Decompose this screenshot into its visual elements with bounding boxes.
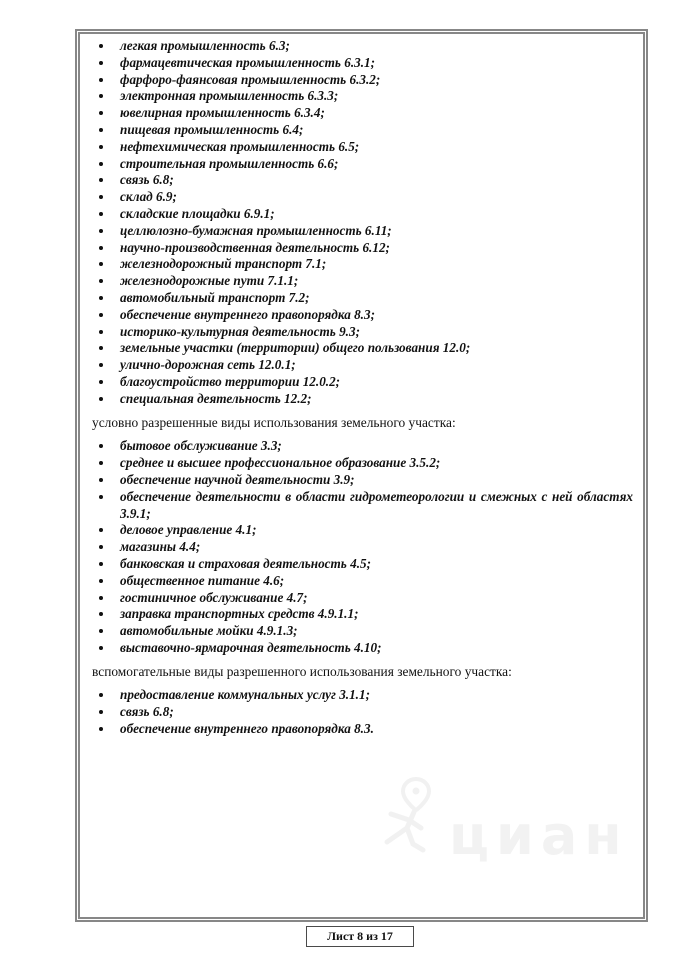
list-item: • автомобильный транспорт 7.2; (114, 290, 633, 307)
list-item: • обеспечение деятельности в области гидрометеорологии и смежных с ней областях 3.9.1; (114, 489, 633, 523)
list-item: • связь 6.8; (114, 704, 633, 721)
list-item: • электронная промышленность 6.3.3; (114, 88, 633, 105)
list-item: • деловое управление 4.1; (114, 522, 633, 539)
list-item: • магазины 4.4; (114, 539, 633, 556)
list-item: • железнодорожные пути 7.1.1; (114, 273, 633, 290)
list-item: • обеспечение внутреннего правопорядка 8.3. (114, 721, 633, 738)
list-item: • научно-производственная деятельность 6.12; (114, 240, 633, 257)
list-item: • гостиничное обслуживание 4.7; (114, 590, 633, 607)
list-item: • склад 6.9; (114, 189, 633, 206)
list-item: • земельные участки (территории) общего пользования 12.0; (114, 340, 633, 357)
list-item: • специальная деятельность 12.2; (114, 391, 633, 408)
list-item: • пищевая промышленность 6.4; (114, 122, 633, 139)
list-item: • среднее и высшее профессиональное образование 3.5.2; (114, 455, 633, 472)
conditional-uses-heading: условно разрешенные виды использования земельного участка: (92, 414, 456, 430)
list-item: • связь 6.8; (114, 172, 633, 189)
list-item: • улично-дорожная сеть 12.0.1; (114, 357, 633, 374)
list-item: • железнодорожный транспорт 7.1; (114, 256, 633, 273)
auxiliary-uses-heading: вспомогательные виды разрешенного использования земельного участка: (92, 663, 512, 679)
watermark-label: циан (449, 804, 629, 867)
list-item: • заправка транспортных средств 4.9.1.1; (114, 606, 633, 623)
list-item: • складские площадки 6.9.1; (114, 206, 633, 223)
list-item: • легкая промышленность 6.3; (114, 38, 633, 55)
list-item: • бытовое обслуживание 3.3; (114, 438, 633, 455)
permitted-uses-list (92, 36, 633, 410)
list-item: • фармацевтическая промышленность 6.3.1; (114, 55, 633, 72)
list-item: • ювелирная промышленность 6.3.4; (114, 105, 633, 122)
auxiliary-uses-list (92, 685, 633, 739)
list-item: • целлюлозно-бумажная промышленность 6.11; (114, 223, 633, 240)
list-item: • строительная промышленность 6.6; (114, 156, 633, 173)
list-item: • нефтехимическая промышленность 6.5; (114, 139, 633, 156)
list-item: • общественное питание 4.6; (114, 573, 633, 590)
page-border-frame (75, 29, 648, 922)
list-item: • предоставление коммунальных услуг 3.1.1; (114, 687, 633, 704)
list-item: • историко-культурная деятельность 9.3; (114, 324, 633, 341)
page-number-box (306, 926, 414, 947)
list-item: • выставочно-ярмарочная деятельность 4.10; (114, 640, 633, 657)
list-item: • фарфоро-фаянсовая промышленность 6.3.2; (114, 72, 633, 89)
list-item: • обеспечение внутреннего правопорядка 8.3; (114, 307, 633, 324)
page-number-label: Лист 8 из 17 (327, 929, 393, 943)
list-item: • обеспечение научной деятельности 3.9; (114, 472, 633, 489)
list-item: • банковская и страховая деятельность 4.5; (114, 556, 633, 573)
list-item: • автомобильные мойки 4.9.1.3; (114, 623, 633, 640)
list-item: • благоустройство территории 12.0.2; (114, 374, 633, 391)
conditional-uses-list (92, 436, 633, 658)
